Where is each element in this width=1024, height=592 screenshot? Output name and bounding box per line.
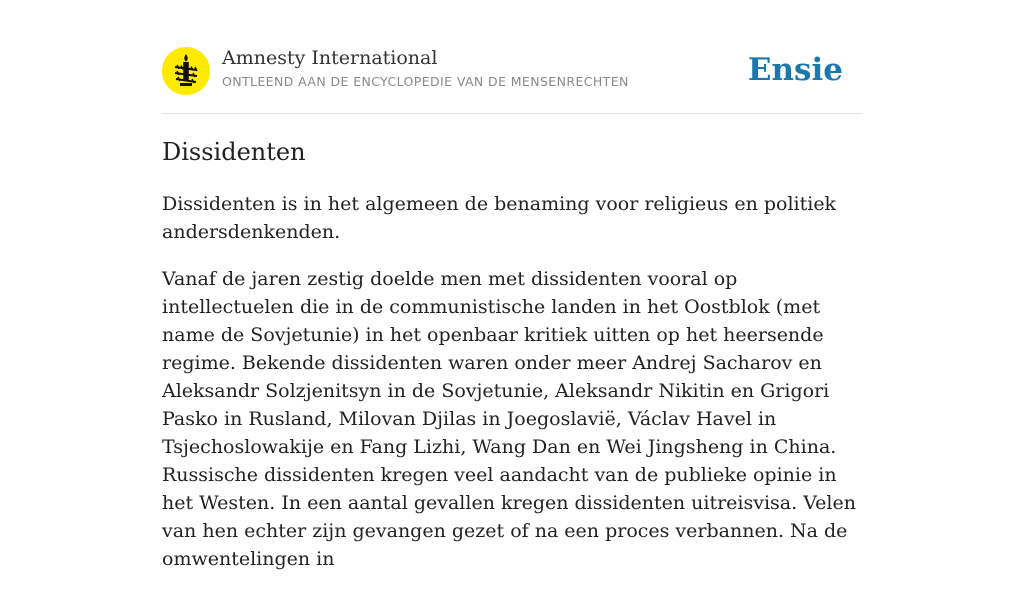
source-title: Amnesty International (222, 47, 438, 69)
header-divider (162, 113, 862, 114)
article-paragraph-intro: Dissidenten is in het algemeen de benaming voor religieus en politiek andersdenkenden. (162, 193, 837, 243)
article-title: Dissidenten (162, 138, 306, 166)
article-body (162, 190, 862, 592)
header (162, 46, 862, 96)
article-paragraph-history: Vanaf de jaren zestig doelde men met dissidenten vooral op intellectuelen die in de communistische landen in het Oostblok (met name de Sovjetunie) in het openbaar kritiek uitten op het heersende regime. Bekende dissidenten waren onder meer Andrej Sacharov en Aleksandr Solzjenitsyn in de Sovjetunie, Aleksandr Nikitin en Grigori Pasko in Rusland, Milovan Djilas in Joegoslavië, Václav Havel in Tsjechoslowakije en Fang Lizhi, Wang Dan en Wei Jingsheng in China. Russische dissidenten kregen veel aandacht van de publieke opinie in het Westen. In een aantal gevallen kregen dissidenten uitreisvisa. Velen van hen echter zijn gevangen gezet of na een proces verbannen. Na de omwentelingen in (162, 268, 856, 570)
amnesty-candle-icon[interactable] (162, 47, 210, 95)
source-subtitle: ONTLEEND AAN DE ENCYCLOPEDIE VAN DE MENSENRECHTEN (222, 74, 629, 89)
ensie-brand-link[interactable]: Ensie (747, 52, 843, 88)
